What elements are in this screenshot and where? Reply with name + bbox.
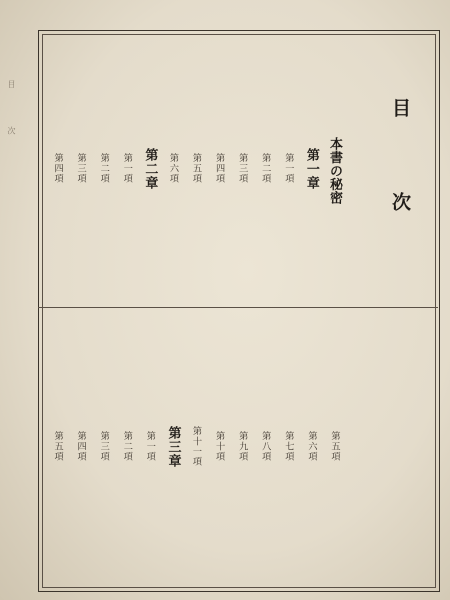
toc-entry-label: 第四項 xyxy=(75,431,87,462)
toc-entry xyxy=(184,316,207,582)
toc-entry-label: 第五項 xyxy=(329,431,340,462)
toc-entry xyxy=(323,40,346,302)
toc-entry-title: 本書の秘密 xyxy=(327,137,342,205)
page-title: 目 次 xyxy=(389,98,411,245)
toc-entry-label: 第八項 xyxy=(259,431,271,462)
toc-entry-label: 第九項 xyxy=(236,431,248,462)
toc-entry xyxy=(46,316,69,582)
toc-block-bottom xyxy=(46,316,346,582)
toc-entry-label: 第一項 xyxy=(121,153,133,184)
toc-entry xyxy=(161,316,184,582)
toc-entry-label: 第五項 xyxy=(190,153,202,184)
toc-entry xyxy=(46,40,69,302)
toc-entry xyxy=(231,40,254,302)
toc-entry xyxy=(69,316,92,582)
toc-entry xyxy=(92,316,115,582)
toc-block-top xyxy=(46,40,346,302)
toc-entry-label: 第三項 xyxy=(236,153,248,184)
toc-entry-label: 第二項 xyxy=(98,153,110,184)
toc-entry-label: 第二項 xyxy=(259,153,271,184)
toc-entry-label: 第六項 xyxy=(305,431,317,462)
toc-entry xyxy=(92,40,115,302)
toc-entry xyxy=(138,40,161,302)
toc-entry-label: 第六項 xyxy=(167,153,179,184)
toc-entry xyxy=(231,316,254,582)
toc-entry-label: 第二章 xyxy=(142,147,158,190)
toc-entry xyxy=(115,316,138,582)
toc-entry-label: 第三項 xyxy=(98,431,110,462)
toc-entry-label: 第一項 xyxy=(144,431,156,462)
toc-entry-label: 第二項 xyxy=(121,431,133,462)
toc-entry-label: 第十一項 xyxy=(190,426,202,467)
section-divider xyxy=(38,307,438,308)
toc-entry-label: 第三項 xyxy=(75,153,87,184)
toc-entry xyxy=(254,316,277,582)
toc-entry xyxy=(138,316,161,582)
toc-entry xyxy=(161,40,184,302)
toc-entry xyxy=(208,40,231,302)
toc-entry-label: 第十項 xyxy=(213,431,225,462)
toc-entry-label: 第四項 xyxy=(213,153,225,184)
toc-entry xyxy=(208,316,231,582)
toc-entry xyxy=(300,40,323,302)
toc-entry-label: 第一章 xyxy=(303,147,319,190)
toc-entry xyxy=(69,40,92,302)
toc-entry xyxy=(184,40,207,302)
toc-entry xyxy=(277,316,300,582)
toc-entry-label: 第四項 xyxy=(52,153,64,184)
toc-entry xyxy=(323,316,346,582)
toc-entry-label: 第五項 xyxy=(52,431,64,462)
toc-entry-label: 第一項 xyxy=(282,153,294,184)
toc-entry xyxy=(115,40,138,302)
running-head: 目 次 xyxy=(7,80,16,153)
toc-entry xyxy=(300,316,323,582)
toc-entry-label: 第三章 xyxy=(165,425,181,468)
toc-entry xyxy=(277,40,300,302)
toc-entry xyxy=(254,40,277,302)
toc-entry-label: 第七項 xyxy=(282,431,294,462)
